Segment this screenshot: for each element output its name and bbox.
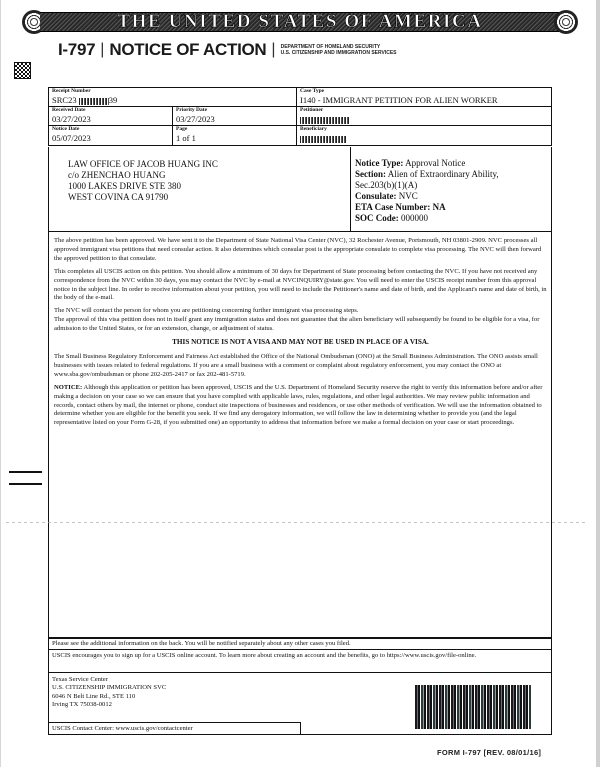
- section: [355, 169, 551, 180]
- scan-artifact: [6, 522, 586, 523]
- eta-label: ETA Case Number:: [355, 202, 431, 212]
- priority-date-cell: [173, 107, 297, 125]
- notice-body: [48, 232, 552, 638]
- margin-mark: [9, 483, 42, 485]
- redaction-mark: [300, 136, 346, 143]
- priority-date-value: 03/27/2023: [176, 114, 215, 124]
- department-label: [281, 44, 397, 56]
- rosette-right-icon: [554, 10, 578, 34]
- address-line: WEST COVINA CA 91790: [68, 192, 169, 202]
- not-a-visa-warning: THIS NOTICE IS NOT A VISA AND MAY NOT BE USED IN PLACE OF A VISA.: [172, 338, 429, 347]
- page-cell: [173, 126, 297, 145]
- beneficiary-label: Beneficiary: [300, 126, 327, 132]
- eta-case-number: [355, 202, 551, 213]
- service-center-line: Irving TX 75038-0012: [52, 700, 112, 708]
- consulate-value: NVC: [398, 191, 418, 201]
- page-value: 1 of 1: [176, 133, 196, 143]
- notice-type-value: Approval Notice: [405, 158, 466, 168]
- notice-text: Although this application or petition has been approved, USCIS and the U.S. Department of Homeland Security reserve the right to verify this information before and/or after making a decision on your case so we can ensure that you have complied with applicable laws, rules, regulations, and other legal authorities. We may review public information and records, contact others by mail, the internet or phone, conduct site inspections of businesses and residences, or use other methods of verification. We will use the information obtained to determine whether you are eligible for the benefit you seek. If we find any derogatory information, we will follow the law in determining whether to provide you (and the legal representative listed on your Form G-28, if you submitted one) an opportunity to address that information before we make a formal decision on your case or start proceedings.: [54, 383, 543, 427]
- case-row-2: [49, 107, 551, 126]
- notice-paragraph: [54, 384, 547, 429]
- case-row-3: [49, 126, 551, 145]
- soc-value: 000000: [401, 213, 429, 223]
- address-notice-box: [48, 147, 552, 232]
- notice-label: NOTICE:: [54, 383, 83, 391]
- service-center-line: U.S. CITIZENSHIP IMMIGRATION SVC: [52, 684, 167, 692]
- section-label: Section:: [355, 169, 386, 179]
- service-center-address: [52, 676, 166, 709]
- department-line-1: DEPARTMENT OF HOMELAND SECURITY: [280, 44, 381, 50]
- case-info-table: [48, 87, 552, 146]
- barcode-icon: [415, 685, 531, 729]
- department-line-2: U.S. CITIZENSHIP AND IMMIGRATION SERVICES: [280, 50, 397, 56]
- beneficiary-cell: [297, 126, 551, 145]
- page-label: Page: [176, 126, 188, 132]
- service-center-line: 6046 N Belt Line Rd., STE 110: [52, 692, 136, 700]
- received-date-value: 03/27/2023: [52, 114, 91, 124]
- banner-text: THE UNITED STATES OF AMERICA: [117, 11, 483, 32]
- address-line: LAW OFFICE OF JACOB HUANG INC: [68, 159, 218, 169]
- form-title: NOTICE OF ACTION: [109, 40, 267, 59]
- case-type-label: Case Type: [300, 88, 325, 94]
- receipt-number-cell: [49, 88, 297, 106]
- body-paragraph: The Small Business Regulatory Enforcement and Fairness Act established the Office of the National Ombudsman (ONO) at the Small Business Administration. The ONO assists small businesses with issues related to federal regulations. If you are a small business with a comment or complaint about regulatory enforcement, you may contact the ONO at www.sba.gov/ombudsman or phone 202-205-2417 or fax 202-481-5719.: [54, 352, 538, 378]
- case-row-1: [49, 88, 551, 107]
- priority-date-label: Priority Date: [176, 107, 208, 113]
- form-revision: FORM I-797 [REV. 08/01/16]: [437, 748, 542, 757]
- beneficiary-value: [300, 133, 548, 144]
- soc-label: SOC Code:: [355, 213, 399, 223]
- form-number: I-797: [58, 40, 96, 59]
- eta-value: NA: [432, 202, 446, 212]
- body-paragraph: The approval of this visa petition does not in itself grant any immigration status and does not guarantee that the alien beneficiary will subsequently be found to be eligible for a visa, for admission to the United States, or for an extension, change, or adjustment of status.: [54, 316, 540, 333]
- form-title-row: [58, 40, 397, 60]
- redaction-mark: [79, 98, 109, 105]
- notice-type: [355, 158, 551, 169]
- title-separator: |: [271, 41, 276, 58]
- additional-info-line: Please see the additional information on the back. You will be notified separately about any other cases you filed.: [48, 638, 552, 650]
- body-paragraph: This completes all USCIS action on this petition. You should allow a minimum of 30 days for Department of State processing before contacting the NVC. If you have not received any correspondence from the NVC within 30 days, you may contact the NVC by e-mail at NVCINQUIRY@state.gov. You will need to enter the USCIS receipt number from this approval notice in the subject line. In order to receive information about your petition, you will need to include the Petitioner's name and date of birth, and the Applicant's name and date of birth, in the body of the e-mail.: [54, 267, 547, 302]
- 2d-code-icon: [14, 62, 31, 79]
- service-center-line: Texas Service Center: [52, 676, 108, 683]
- margin-mark: [9, 471, 42, 473]
- address-line: c/o ZHENCHAO HUANG: [68, 170, 166, 180]
- case-type-cell: [297, 88, 551, 106]
- service-center-box: [48, 673, 552, 735]
- consulate: [355, 191, 551, 202]
- notice-date-label: Notice Date: [52, 126, 80, 132]
- notice-details: [351, 147, 551, 231]
- receipt-number-value: SRC23 39: [52, 95, 118, 105]
- title-separator: |: [100, 41, 105, 58]
- consulate-label: Consulate:: [355, 191, 397, 201]
- notice-type-label: Notice Type:: [355, 158, 404, 168]
- case-type-value: I140 - IMMIGRANT PETITION FOR ALIEN WORKER: [300, 95, 498, 105]
- notice-date-value: 05/07/2023: [52, 133, 91, 143]
- online-account-note: USCIS encourages you to sign up for a USCIS online account. To learn more about creating an account and the benefits, go to https://www.uscis.gov/file-online.: [48, 650, 552, 673]
- petitioner-cell: [297, 107, 551, 125]
- receipt-number-label: Receipt Number: [52, 88, 91, 94]
- received-date-label: Received Date: [52, 107, 86, 113]
- soc-code: [355, 213, 551, 224]
- contact-center: USCIS Contact Center: www.uscis.gov/contactcenter: [49, 722, 301, 735]
- redaction-mark: [300, 117, 350, 124]
- address-line: 1000 LAKES DRIVE STE 380: [68, 181, 181, 191]
- mailing-address: [49, 147, 351, 231]
- received-date-cell: [49, 107, 173, 125]
- section-value-2: Sec.203(b)(1)(A): [355, 180, 418, 190]
- body-paragraph: The above petition has been approved. We have sent it to the Department of State National Visa Center (NVC), 32 Rochester Avenue, Portsmouth, NH 03801-2909. NVC processes all approved immigrant visa petitions that need consular action. It also determines which consular post is the appropriate consulate to complete visa processing. The NVC will then forward the approved petition to that consulate.: [54, 237, 542, 262]
- petitioner-label: Petitioner: [300, 107, 324, 113]
- us-banner: [22, 10, 578, 34]
- petitioner-value: [300, 114, 548, 125]
- body-paragraph: The NVC will contact the person for whom you are petitioning concerning further immigrant visa processing steps.: [54, 307, 359, 315]
- section-value: Alien of Extraordinary Ability,: [387, 169, 499, 179]
- notice-date-cell: [49, 126, 173, 145]
